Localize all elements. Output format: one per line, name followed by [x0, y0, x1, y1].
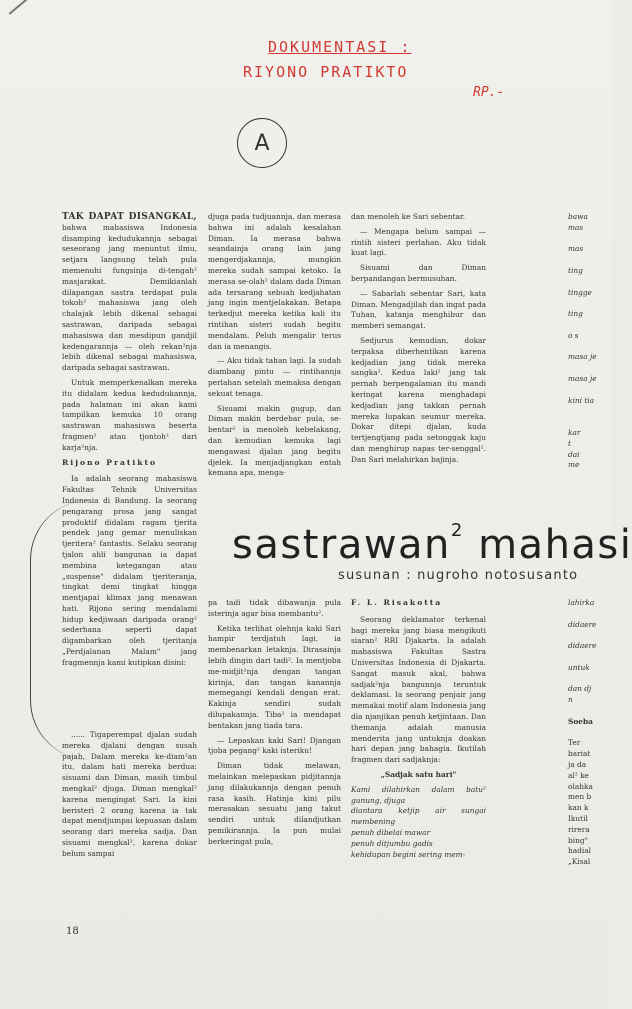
- cut-line: masa je: [568, 373, 597, 383]
- poem-line-3: penuh dibelai mawar: [351, 827, 431, 837]
- handwritten-initials: RP.-: [473, 85, 505, 100]
- cut-line: bawa: [568, 212, 588, 221]
- fragment-paragraph-5: dan menoleh ke Sari sebentar.: [351, 212, 466, 221]
- cut-line: [568, 298, 612, 309]
- cut-line: ting: [568, 265, 583, 275]
- cut-line: t: [568, 438, 571, 448]
- poem-line-2: diantara ketjip air sungai membening: [351, 806, 486, 827]
- fragment-paragraph-13: Diman tidak melawan, melainkan melepaskan pidjitannja jang dilakukannja dengan penuh rasa kasih. Hatinja kini pilu merasakan sesuatu jang takut sendiri untuk dilandjutkan pemikirannja. Ia pun mulai berkeringat pula,: [208, 761, 341, 846]
- cut-line: [568, 255, 612, 266]
- cut-line: Soeba: [568, 716, 593, 726]
- cut-line: kar: [568, 427, 581, 437]
- cut-line: masa je: [568, 352, 597, 362]
- poem-line-1: Kami dilahirkan dalam batu² gunung, djuga: [351, 784, 486, 805]
- banner-title: sastrawan: [232, 522, 451, 568]
- column-3-bottom: [351, 598, 486, 860]
- fragment-paragraph-1: ...... Tigaperempat djalan sudah mereka djalani dengan susah pajah. Dalam mereka ke-diam²an itu, dalam hati mereka berdua: sisuami dan Diman, masih timbul mengkal² djuga. Diman mengkal² karena mengingat Sari. Ia kini beristeri 2 orang karena ia tak dapat mendjumpai kepuasan dalam seorang dari mereka sadja. Dan sisuami mengkal², karena dokar belum sampai: [62, 730, 197, 858]
- cut-line: hadial: [568, 846, 592, 856]
- banner-word-2: mahasi: [478, 522, 632, 568]
- cut-off-column-bottom: [568, 598, 612, 868]
- cut-line: Ter: [568, 738, 581, 748]
- fragment-paragraph-10: pa tadi tidak dibawanja pula isterinja agar bisa membantu².: [208, 598, 341, 618]
- intro-paragraph: [62, 212, 197, 374]
- cut-line: o s: [568, 330, 579, 340]
- cut-line: rirera: [568, 824, 590, 834]
- cut-line: [568, 385, 612, 396]
- corner-mark: [9, 0, 32, 15]
- article-banner: [232, 520, 632, 568]
- handwritten-title: DOKUMENTASI :: [268, 38, 412, 56]
- cut-line: [568, 363, 612, 374]
- cut-line: ting: [568, 309, 583, 319]
- cut-line: kan k: [568, 803, 589, 813]
- byline-risakotta: F. L. Risakotta: [351, 598, 443, 607]
- cut-line: „Kisal: [568, 857, 591, 867]
- cut-line: n: [568, 695, 573, 705]
- cut-line: [568, 234, 612, 245]
- cut-line: untuk: [568, 662, 590, 672]
- cut-line: bariat: [568, 749, 591, 759]
- cut-line: dan dj: [568, 684, 592, 694]
- cut-line: [568, 728, 612, 739]
- intro-paragraph-2: Untuk memperkenalkan mereka itu didalam kedua kedudukannja, pada halaman ini akan kami tampilkan kemuka 10 orang sastrawan mahasiswa beserta fragmen² atau tjontoh² dari karja²nja.: [62, 377, 197, 452]
- cut-line: didaere: [568, 619, 597, 629]
- cut-off-column-top: [568, 212, 612, 471]
- cut-line: lahirka: [568, 598, 595, 607]
- cut-line: mas: [568, 222, 584, 232]
- column-2-bottom: [208, 598, 341, 852]
- cut-line: mas: [568, 244, 584, 254]
- fragment-paragraph-4: Sisuami makin gugup, dan Diman makin berdebar pula, se-bentar² ia menoleh kebelakang, dan kemudian kemuka lagi mengawasi djalan jang begitu djelek. Ia menjadjangkan entah kemana apa, menga-: [208, 403, 341, 478]
- cut-line: [568, 320, 612, 331]
- risakotta-bio: Seorang deklamator terkenal bagi mereka jang biasa mengikuti siaran² RRI Djakarta. Ia adalah mahasiswa Fakultas Sastra Universitas Indonesia di Djakarta. Sangat masuk akal, bahwa sadjak²nja bangunnja teruntuk deklamasi. Ia seorang penjair jang memakai motif alam Indonesia jang dia njanjikan penuh ketjintaan. Dan themanja adalah manusia menderita jang untuknja doakan hari depan jang bahagia. Ikutilah fragmen dari sadjaknja:: [351, 614, 486, 765]
- cut-line: [568, 406, 612, 417]
- cut-line: [568, 609, 612, 620]
- handwritten-name: RIYONO PRATIKTO: [243, 63, 409, 81]
- poem-line-5: kehidupan begini sering mem-: [351, 849, 466, 859]
- cut-line: Ikutil: [568, 813, 588, 823]
- fragment-paragraph-6: — Mengapa belum sampai — rintih sisteri perlahan. Aku tidak kuat lagi.: [351, 226, 486, 258]
- cut-line: olahka: [568, 781, 593, 791]
- rijono-bio: Ia adalah seorang mahasiswa Fakultas Tehnik Universitas Indonesia di Bandung. Ia seorang pengarang prosa jang sangat produktif didalam ragam tjerita pendek jang gemar menuliskan tjeritera² fantastis. Selaku seorang tjalon ahli bangunan ia dapat membina ketegangan atau „suspense" didalam tjeriteranja, tingkat demi tingkat hingga mentjapai klimax jang menawan hati. Rijono sering mendalami hidup kedjiwaan daripada orang² sederhana seperti dapat digambarkan oleh tjeritanja „Perdjalanan Malam" jang fragmennja kami kutipkan disini:: [62, 474, 197, 667]
- fragment-paragraph-8: — Sabarlah sebentar Sari, kata Diman. Mengadjilah dan ingat pada Tuhan, katanja menghibur dan memberi semangat.: [351, 288, 486, 331]
- cut-line: didaere: [568, 641, 597, 651]
- intro-dropcap: TAK DAPAT DISANGKAL,: [62, 212, 197, 222]
- cut-line: dai: [568, 449, 580, 459]
- column-2: [208, 212, 341, 483]
- cut-line: [568, 674, 612, 685]
- fragment-paragraph-12: — Lepaskan kaki Sari! Djangan tjoba pegang² kaki isteriku!: [208, 735, 341, 756]
- poem-line-4: penuh ditjumbu gadis: [351, 838, 433, 848]
- article-subtitle: susunan : nugroho notosusanto: [338, 568, 579, 583]
- cut-line: bing": [568, 835, 588, 845]
- cut-line: kini tia: [568, 395, 595, 405]
- cut-line: [568, 652, 612, 663]
- poem-title: „Sadjak satu hari": [380, 769, 457, 779]
- fragment-paragraph-9: Sedjurus kemudian, dokar terpaksa diberhentikan karena kedjadian jang tidak mereka sangka². Kedua laki² jang tak pernah berpengalaman itu mandi keringat karena menghadapi kedjadian jang takkan pernah mereka lupakan seumur mereka. Dokar ditepi djalan, kuda tertjengtjang pada setonggak kaju dan menghirup napas ter-senggal². Dan Sari melahirkan bajinja.: [351, 335, 486, 464]
- cut-line: tingge: [568, 287, 592, 297]
- cut-line: ja da: [568, 759, 587, 769]
- intro-text: bahwa mahasiswa Indonesia disamping kedudukannja sebagai seseorang jang menuntut ilmu, setjara langsung telah pula memenuhi fungsinja di-tengah² masjarakat. Demikianlah dilapangan sastra terdapat pula tokoh² mahasiswa jang oleh chalajak lebih dikenal sebagai sastrawan, daripada sebagai mahasiswa dan mesdipun gandjil kedengarannja — oleh rekan²nja lebih dikenal sebagai mahasiswa, daripada sebagai sastrawan.: [62, 222, 197, 373]
- cut-line: me: [568, 460, 580, 470]
- cut-line: [568, 417, 612, 428]
- cut-line: al² ke: [568, 770, 589, 780]
- cut-line: men b: [568, 792, 592, 802]
- pencil-bracket-mark: [30, 500, 121, 760]
- fragment-paragraph-7: Sisuami dan Diman berpandangan bermusuhan.: [351, 263, 486, 283]
- cut-line: [568, 630, 612, 641]
- cut-line: [568, 342, 612, 353]
- fragment-paragraph-2: djuga pada tudjuannja, dan merasa bahwa ini adalah kesalahan Diman. Ia merasa bahwa seandainja orang lain jang mengerdjakannja, mungkin mereka sudah sampai ketoko. Ia merasa se-olah² dalam dada Diman ada tersarang sebuah kedjahatan jang ingin mentjelakakan. Betapa terkedjut mereka ketika kali itu rintihan sisteri sudah begitu mendalam. Peluh mengalir terus dan ia menangis.: [208, 212, 341, 351]
- column-3: [351, 212, 486, 470]
- fragment-paragraph-3: — Aku tidak tahan lagi. Ia sudah diambang pintu — rintihannja perlahan setelah memaksa dengan sekuat tenaga.: [208, 356, 341, 398]
- page-number: 18: [66, 926, 79, 937]
- cut-line: [568, 277, 612, 288]
- banner-superscript: 2: [450, 520, 464, 541]
- circled-letter: A: [237, 118, 287, 168]
- cut-line: [568, 706, 612, 717]
- byline-rijono: Rijono Pratikto: [62, 457, 158, 467]
- fragment-paragraph-11: Ketika terlihat olehnja kaki Sari hampir terdjatuh lagi, ia membenarkan letaknja. Dirasainja lebih dingin dari tadi². Ia mentjoba me-midjit²nja dengan tangan kirinja, dan tangan kanannja memegangi kendali dengan erat. Kakinja sendiri sudah dilupakannja. Tiba² ia mendapat bentakan jang tiada tara.: [208, 623, 341, 730]
